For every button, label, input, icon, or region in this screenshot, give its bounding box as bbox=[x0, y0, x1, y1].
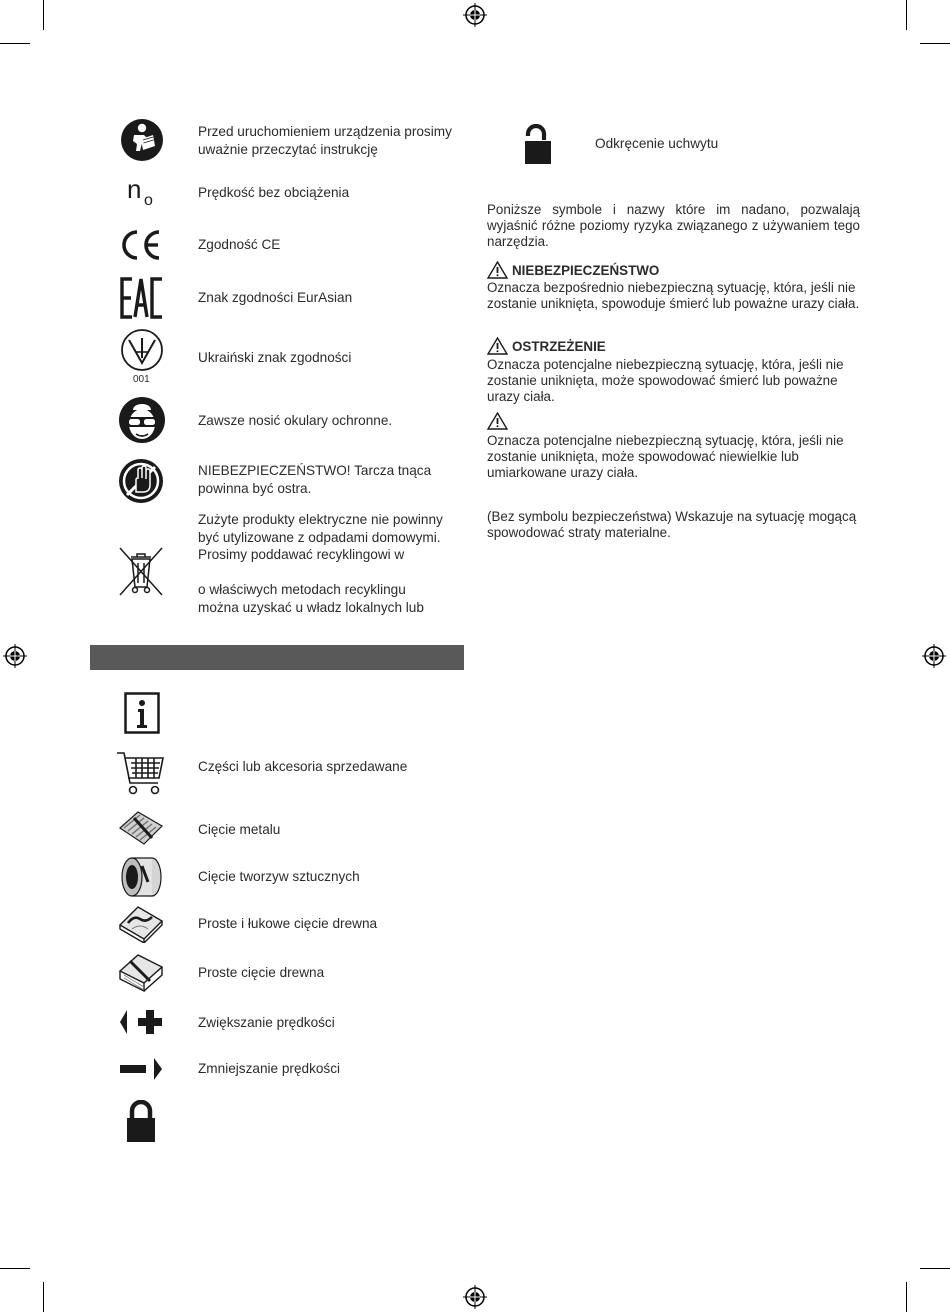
weee-line bbox=[198, 564, 464, 582]
weee-line: o właściwych metodach recyklingu bbox=[198, 582, 406, 597]
notice-text: (Bez symbolu bezpieczeństwa) Wskazuje na sytuację mogącą spowodować straty materialne. bbox=[487, 509, 857, 540]
registration-mark-icon bbox=[3, 644, 27, 668]
crop-mark bbox=[920, 43, 950, 44]
weee-line: Prosimy poddawać recyklingowi w bbox=[198, 547, 405, 562]
svg-text:n: n bbox=[127, 176, 142, 204]
danger-text: Oznacza bezpośrednio niebezpieczną sytuację, która, jeśli nie zostanie uniknięta, spowoduje śmierć lub poważne urazy ciała. bbox=[487, 280, 860, 311]
symbol-label: Części lub akcesoria sprzedawane bbox=[198, 759, 408, 774]
symbol-label: Prędkość bez obciążenia bbox=[198, 185, 350, 200]
warning-text: Oznacza potencjalne niebezpieczną sytuację, która, jeśli nie zostanie uniknięta, może spowodować śmierć lub poważne urazy ciała. bbox=[487, 357, 844, 404]
speed-decrease-icon bbox=[118, 1056, 164, 1082]
lock-icon bbox=[124, 1100, 158, 1144]
symbol-label: Zawsze nosić okulary ochronne. bbox=[198, 413, 393, 428]
warning-triangle-icon bbox=[487, 337, 508, 355]
symbol-label: Proste i łukowe cięcie drewna bbox=[198, 916, 378, 931]
section-header-bar bbox=[90, 645, 464, 670]
crop-mark bbox=[0, 43, 30, 44]
warning-title: OSTRZEŻENIE bbox=[512, 338, 606, 354]
symbol-caption: 001 bbox=[133, 374, 150, 385]
weee-text bbox=[198, 511, 464, 616]
symbol-label: Zgodność CE bbox=[198, 237, 281, 252]
crop-mark bbox=[43, 1282, 44, 1312]
info-icon bbox=[124, 692, 160, 734]
eac-mark-icon bbox=[120, 277, 164, 319]
symbol-label: Cięcie metalu bbox=[198, 822, 281, 837]
caution-text: Oznacza potencjalne niebezpieczną sytuację, która, jeśli nie zostanie uniknięta, może spowodować niewielkie lub umiarkowane urazy ciała. bbox=[487, 433, 844, 480]
read-manual-icon bbox=[120, 118, 164, 162]
weee-line: Zużyte produkty elektryczne nie powinny bbox=[198, 512, 443, 527]
wood-curve-cut-icon bbox=[118, 903, 164, 943]
no-load-speed-icon bbox=[124, 176, 164, 208]
registration-mark-icon bbox=[463, 3, 487, 27]
crop-mark bbox=[920, 1268, 950, 1269]
warning-triangle-icon bbox=[487, 261, 508, 279]
symbol-label: Cięcie tworzyw sztucznych bbox=[198, 869, 360, 884]
symbol-label: Zmniejszanie prędkości bbox=[198, 1061, 341, 1076]
crop-mark bbox=[906, 1282, 907, 1312]
symbol-label: Znak zgodności EurAsian bbox=[198, 290, 353, 305]
hand-warning-icon bbox=[118, 458, 164, 504]
plastic-cutting-icon bbox=[118, 856, 164, 898]
symbol-label: Proste cięcie drewna bbox=[198, 965, 325, 980]
wood-straight-cut-icon bbox=[118, 951, 164, 993]
registration-mark-icon bbox=[463, 1285, 487, 1309]
registration-mark-icon bbox=[922, 644, 946, 668]
safety-goggles-icon bbox=[118, 396, 166, 444]
symbol-label: Ukraiński znak zgodności bbox=[198, 350, 352, 365]
symbol-label: NIEBEZPIECZEŃSTWO! Tarcza tnąca powinna być ostra. bbox=[198, 463, 432, 496]
ce-mark-icon bbox=[120, 229, 164, 261]
crop-mark bbox=[906, 0, 907, 30]
crop-mark bbox=[0, 1268, 30, 1269]
symbol-label: Zwiększanie prędkości bbox=[198, 1015, 335, 1030]
symbol-label: Przed uruchomieniem urządzenia prosimy uważnie przeczytać instrukcję bbox=[198, 124, 452, 157]
danger-heading bbox=[487, 261, 659, 279]
metal-cutting-icon bbox=[118, 810, 164, 846]
warning-heading bbox=[487, 337, 606, 355]
intro-paragraph: Poniższe symbole i nazwy które im nadano, pozwalają wyjaśnić różne poziomy ryzyka związanego z używaniem tego narzędzia. bbox=[487, 202, 860, 249]
unlock-label: Odkręcenie uchwytu bbox=[595, 136, 719, 151]
unlock-icon bbox=[522, 124, 554, 166]
weee-line: być utylizowane z odpadami domowymi. bbox=[198, 529, 441, 545]
weee-bin-icon bbox=[118, 545, 164, 597]
speed-increase-icon bbox=[118, 1008, 164, 1036]
crop-mark bbox=[43, 0, 44, 30]
svg-text:o: o bbox=[144, 192, 153, 208]
warning-triangle-icon bbox=[487, 412, 508, 430]
shopping-cart-icon bbox=[115, 750, 167, 798]
weee-line: można uzyskać u władz lokalnych lub bbox=[198, 599, 424, 615]
danger-title: NIEBEZPIECZEŃSTWO bbox=[512, 262, 660, 278]
